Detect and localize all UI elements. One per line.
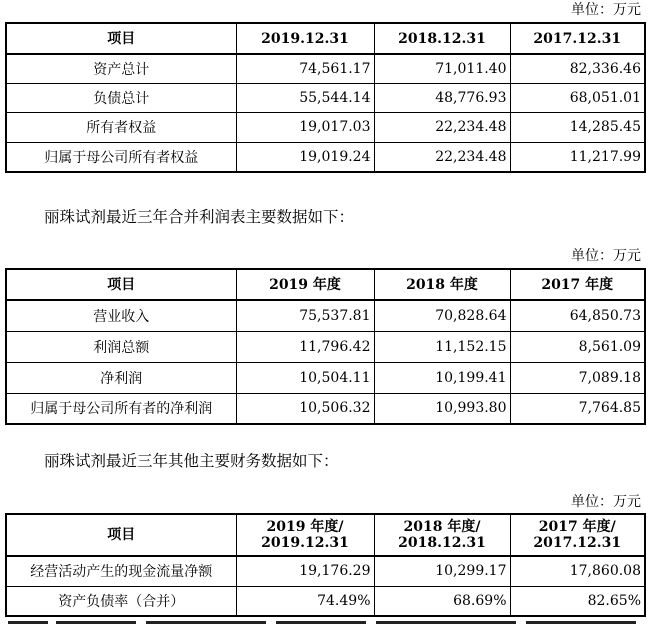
column-header-line: 2019 年度/ bbox=[266, 519, 344, 535]
table-cell: 10,993.80 bbox=[374, 393, 510, 424]
table-row bbox=[6, 362, 645, 393]
table-row bbox=[6, 556, 645, 586]
intro-paragraph-other: 丽珠试剂最近三年其他主要财务数据如下： bbox=[44, 452, 339, 470]
table-cell: 22,234.48 bbox=[374, 142, 510, 172]
column-header bbox=[510, 514, 645, 556]
table-cell: 17,860.08 bbox=[510, 556, 645, 586]
table-row bbox=[6, 142, 645, 172]
row-label: 营业收入 bbox=[6, 300, 236, 331]
column-header: 2018.12.31 bbox=[374, 23, 510, 54]
table-cell: 68.69% bbox=[374, 586, 510, 616]
column-header: 项目 bbox=[6, 269, 236, 300]
column-header-line: 2018 年度/ bbox=[403, 519, 481, 535]
table-cell: 19,176.29 bbox=[236, 556, 374, 586]
table-header-row bbox=[6, 23, 645, 54]
column-header-line: 2017.12.31 bbox=[533, 535, 622, 551]
table-cell: 70,828.64 bbox=[374, 300, 510, 331]
column-header: 2017.12.31 bbox=[510, 23, 645, 54]
unit-label: 单位：万元 bbox=[571, 494, 641, 510]
row-label: 负债总计 bbox=[6, 83, 236, 112]
table-cell: 11,152.15 bbox=[374, 331, 510, 362]
table-cell: 68,051.01 bbox=[510, 83, 645, 112]
table-row bbox=[6, 393, 645, 424]
column-header: 2019 年度 bbox=[236, 269, 374, 300]
table-row bbox=[6, 331, 645, 362]
unit-label: 单位：万元 bbox=[571, 248, 641, 264]
table-cell: 22,234.48 bbox=[374, 112, 510, 142]
column-header: 项目 bbox=[6, 23, 236, 54]
column-header bbox=[374, 514, 510, 556]
table-row bbox=[6, 586, 645, 616]
table-cell: 71,011.40 bbox=[374, 54, 510, 83]
table-cell: 7,764.85 bbox=[510, 393, 645, 424]
row-label: 所有者权益 bbox=[6, 112, 236, 142]
table-row bbox=[6, 300, 645, 331]
table-header-row bbox=[6, 514, 645, 556]
table-row bbox=[6, 83, 645, 112]
table-cell: 10,504.11 bbox=[236, 362, 374, 393]
row-label: 资产负债率（合并） bbox=[6, 586, 236, 616]
table-cell: 11,217.99 bbox=[510, 142, 645, 172]
row-label: 利润总额 bbox=[6, 331, 236, 362]
table-cell: 10,199.41 bbox=[374, 362, 510, 393]
table-cell: 74,561.17 bbox=[236, 54, 374, 83]
row-label: 归属于母公司所有者的净利润 bbox=[6, 393, 236, 424]
table-cell: 48,776.93 bbox=[374, 83, 510, 112]
row-label: 经营活动产生的现金流量净额 bbox=[6, 556, 236, 586]
column-header: 2019.12.31 bbox=[236, 23, 374, 54]
balance-sheet-table bbox=[5, 22, 646, 173]
table-cell: 82,336.46 bbox=[510, 54, 645, 83]
row-label: 净利润 bbox=[6, 362, 236, 393]
table-header-row bbox=[6, 269, 645, 300]
intro-paragraph-income: 丽珠试剂最近三年合并利润表主要数据如下： bbox=[44, 208, 355, 226]
table-cell: 7,089.18 bbox=[510, 362, 645, 393]
column-header: 2017 年度 bbox=[510, 269, 645, 300]
row-label: 资产总计 bbox=[6, 54, 236, 83]
column-header-line: 2019.12.31 bbox=[261, 535, 349, 551]
table-cell: 75,537.81 bbox=[236, 300, 374, 331]
column-header-line: 2017 年度/ bbox=[538, 519, 616, 535]
table-row bbox=[6, 112, 645, 142]
table-cell: 19,019.24 bbox=[236, 142, 374, 172]
table-cell: 64,850.73 bbox=[510, 300, 645, 331]
table-cell: 8,561.09 bbox=[510, 331, 645, 362]
table-cell: 11,796.42 bbox=[236, 331, 374, 362]
table-row bbox=[6, 54, 645, 83]
column-header-line: 2018.12.31 bbox=[398, 535, 486, 551]
column-header: 2018 年度 bbox=[374, 269, 510, 300]
other-financial-table bbox=[5, 513, 646, 617]
table-cell: 55,544.14 bbox=[236, 83, 374, 112]
table-cell: 19,017.03 bbox=[236, 112, 374, 142]
table-cell: 14,285.45 bbox=[510, 112, 645, 142]
unit-label: 单位：万元 bbox=[571, 2, 641, 18]
table-cell: 10,506.32 bbox=[236, 393, 374, 424]
table-cell: 82.65% bbox=[510, 586, 645, 616]
table-cell: 74.49% bbox=[236, 586, 374, 616]
column-header bbox=[6, 514, 236, 556]
column-header-line: 项目 bbox=[107, 527, 136, 543]
row-label: 归属于母公司所有者权益 bbox=[6, 142, 236, 172]
column-header bbox=[236, 514, 374, 556]
cut-off-text-line bbox=[0, 621, 655, 638]
table-cell: 10,299.17 bbox=[374, 556, 510, 586]
income-statement-table bbox=[5, 268, 646, 425]
